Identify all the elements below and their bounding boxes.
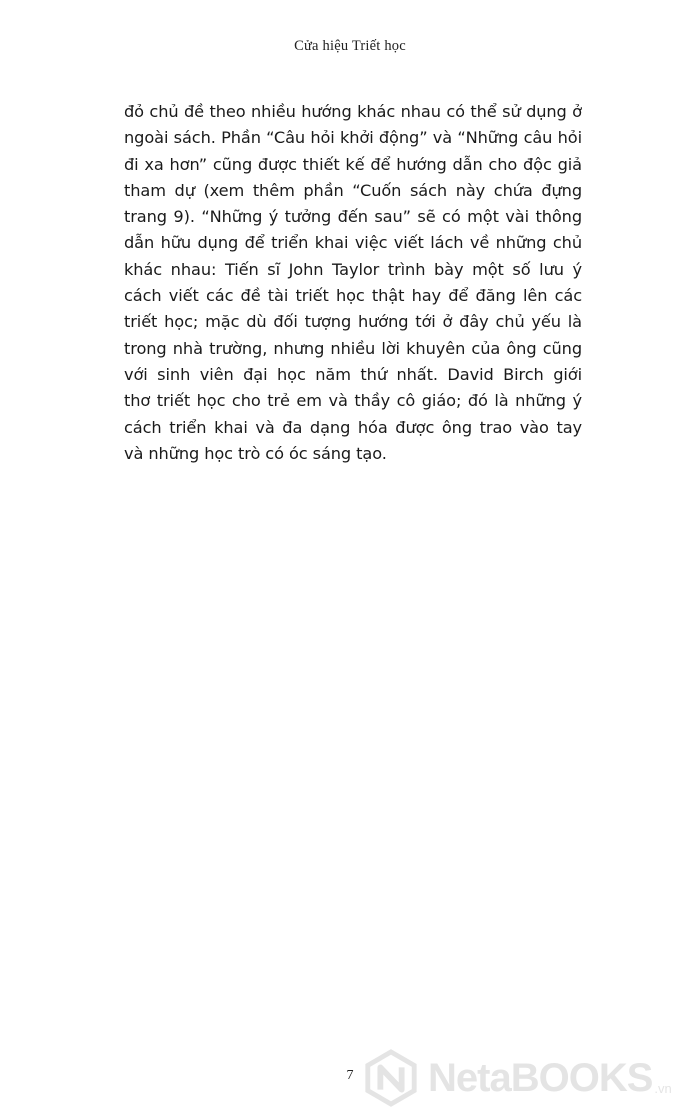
text-line: cách viết các đề tài triết học thật hay để đăng lên các (124, 286, 582, 306)
body-paragraph (124, 99, 582, 467)
text-line: cách triển khai và đa dạng hóa được ông trao vào tay (124, 417, 582, 437)
page-number: 7 (346, 1068, 354, 1083)
watermark (362, 1046, 692, 1110)
running-header: Cửa hiệu Triết học (294, 38, 406, 54)
text-line: trang 9). “Những ý tưởng đến sau” sẽ có một vài thông (124, 207, 582, 227)
text-line: triết học; mặc dù đối tượng hướng tới ở đây chủ yếu là (124, 312, 582, 332)
text-line: tham dự (xem thêm phần “Cuốn sách này chứa đựng (124, 180, 582, 200)
watermark-brand: NetaBOOKS (428, 1056, 653, 1100)
text-line: thơ triết học cho trẻ em và thầy cô giáo; đó là những ý (124, 391, 582, 411)
text-line: dẫn hữu dụng để triển khai việc viết lách về những chủ (124, 233, 582, 253)
watermark-suffix: .vn (654, 1081, 672, 1096)
text-line: ngoài sách. Phần “Câu hỏi khởi động” và “Những câu hỏi (124, 128, 582, 148)
text-line: trong nhà trường, nhưng nhiều lời khuyên của ông cũng (124, 338, 582, 358)
text-line: với sinh viên đại học năm thứ nhất. David Birch giới (124, 364, 582, 384)
text-line-last: và những học trò có óc sáng tạo. (124, 443, 387, 463)
text-line: khác nhau: Tiến sĩ John Taylor trình bày một số lưu ý (124, 259, 582, 279)
text-line: đi xa hơn” cũng được thiết kế để hướng dẫn cho độc giả (124, 154, 582, 174)
text-line: đỏ chủ đề theo nhiều hướng khác nhau có thể sử dụng ở (124, 102, 582, 121)
netabooks-n-logo-icon (362, 1049, 420, 1107)
